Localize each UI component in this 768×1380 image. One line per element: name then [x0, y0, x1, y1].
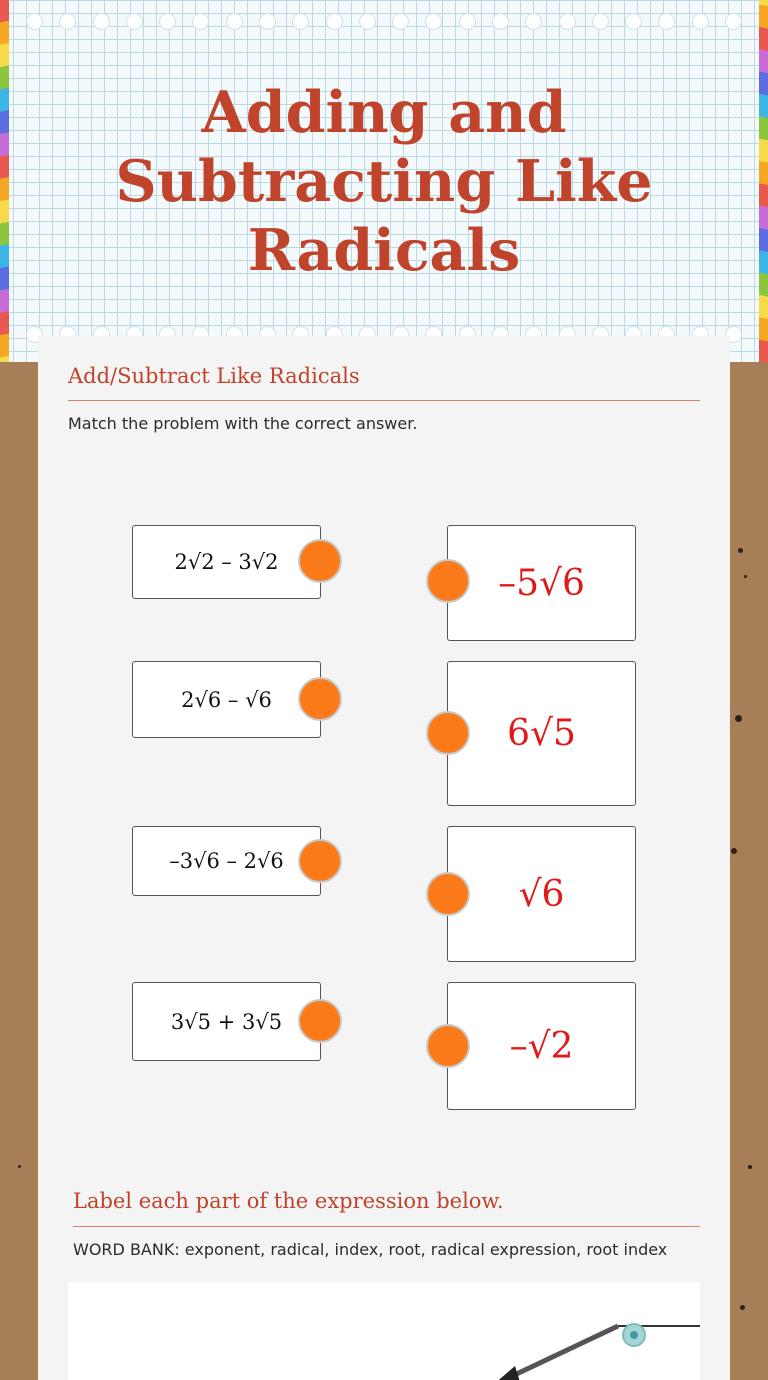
match-dot-right[interactable]	[426, 872, 470, 916]
worksheet-card	[38, 336, 730, 1380]
answer-expression: 6√5	[507, 713, 576, 754]
section-title-add-subtract: Add/Subtract Like Radicals	[68, 364, 360, 388]
problem-box[interactable]	[132, 826, 321, 896]
rainbow-edge-right	[759, 0, 768, 362]
problem-box[interactable]	[132, 982, 321, 1061]
header-banner	[0, 0, 768, 362]
speck	[18, 1165, 21, 1168]
match-dot-right[interactable]	[426, 1024, 470, 1068]
answer-expression: –5√6	[498, 562, 585, 604]
answer-box[interactable]	[447, 525, 636, 641]
arrow-graphic	[68, 1282, 700, 1380]
label-drop-target[interactable]	[622, 1323, 646, 1347]
page-title: Adding and Subtracting Like Radicals	[115, 79, 653, 284]
section-divider	[68, 400, 700, 401]
speck	[748, 1165, 752, 1169]
word-bank: WORD BANK: exponent, radical, index, root, radical expression, root index	[73, 1240, 668, 1259]
answer-expression: –√2	[509, 1025, 574, 1067]
speck	[740, 1305, 745, 1310]
match-dot-left[interactable]	[298, 539, 342, 583]
speck	[738, 548, 743, 553]
speck	[731, 848, 737, 854]
problem-box[interactable]	[132, 661, 321, 738]
answer-expression: √6	[518, 873, 565, 915]
problem-box[interactable]	[132, 525, 321, 599]
arrow-head	[493, 1366, 520, 1380]
speck	[744, 575, 747, 578]
match-dot-right[interactable]	[426, 711, 470, 755]
match-dot-left[interactable]	[298, 677, 342, 721]
problem-expression: –3√6 – 2√6	[169, 849, 284, 873]
problem-expression: 2√6 – √6	[181, 687, 272, 712]
speck	[735, 715, 742, 722]
expression-diagram	[68, 1282, 700, 1380]
match-dot-left[interactable]	[298, 839, 342, 883]
section-title-label-parts: Label each part of the expression below.	[73, 1189, 504, 1213]
problem-expression: 3√5 + 3√5	[170, 1009, 283, 1034]
answer-box[interactable]	[447, 982, 636, 1110]
match-dot-left[interactable]	[298, 999, 342, 1043]
answer-box[interactable]	[447, 826, 636, 962]
section-divider	[73, 1226, 700, 1227]
rainbow-edge-left	[0, 0, 9, 362]
match-dot-right[interactable]	[426, 559, 470, 603]
punch-holes-top	[26, 13, 742, 31]
answer-box[interactable]	[447, 661, 636, 806]
arrow-shaft	[508, 1326, 618, 1378]
match-instruction: Match the problem with the correct answer.	[68, 414, 418, 433]
problem-expression: 2√2 – 3√2	[174, 550, 279, 574]
